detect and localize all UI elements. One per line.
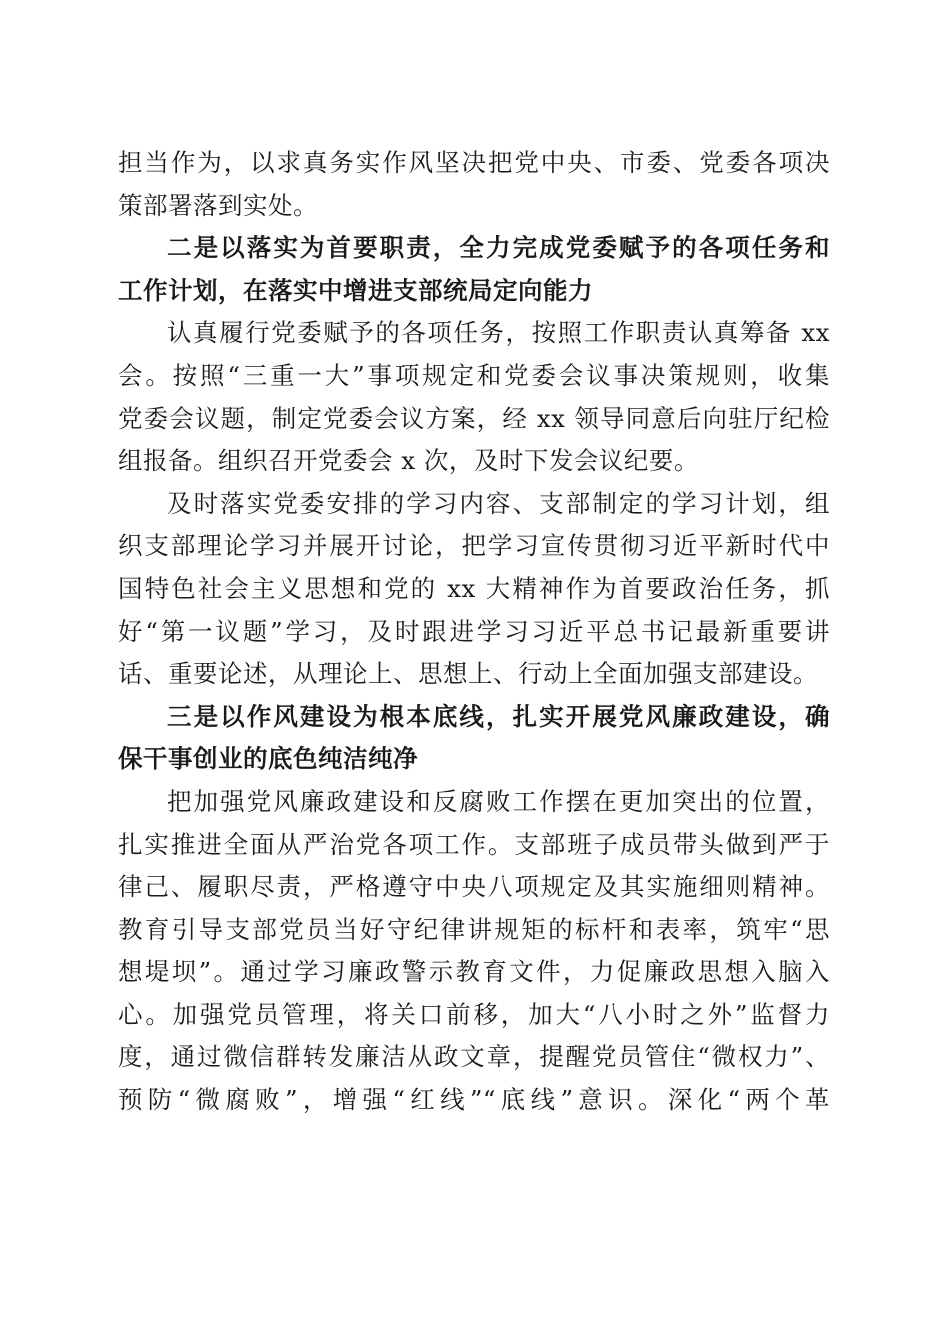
document-body xyxy=(118,142,830,1122)
paragraph-6 xyxy=(118,781,830,1122)
heading-line: 工作计划，在落实中增进支部统局定向能力 xyxy=(118,275,593,305)
text-line: 把加强党风廉政建设和反腐败工作摆在更加突出的位置， xyxy=(167,786,830,816)
heading-line: 三是以作风建设为根本底线，扎实开展党风廉政建设，确 xyxy=(167,701,830,731)
heading-line: 保干事创业的底色纯洁纯净 xyxy=(118,744,418,774)
text-line: 担当作为，以求真务实作风坚决把党中央、市委、党委各项决 xyxy=(118,148,830,177)
text-line: 话、重要论述，从理论上、思想上、行动上全面加强支部建设。 xyxy=(118,659,818,689)
text-line: 好“第一议题”学习，及时跟进学习习近平总书记最新重要讲 xyxy=(118,616,830,646)
text-line: 扎实推进全面从严治党各项工作。支部班子成员带头做到严于 xyxy=(118,829,830,859)
text-line: 及时落实党委安排的学习内容、支部制定的学习计划，组 xyxy=(167,488,830,518)
heading-line: 二是以落实为首要职责，全力完成党委赋予的各项任务和 xyxy=(167,233,830,263)
text-line: 教育引导支部党员当好守纪律讲规矩的标杆和表率，筑牢“思 xyxy=(118,914,830,944)
text-line: 律己、履职尽责，严格遵守中央八项规定及其实施细则精神。 xyxy=(118,872,830,902)
paragraph-3 xyxy=(118,312,830,482)
text-line: 认真履行党委赋予的各项任务，按照工作职责认真筹备 xx xyxy=(167,318,830,348)
text-line: 织支部理论学习并展开讨论，把学习宣传贯彻习近平新时代中 xyxy=(118,531,830,561)
text-line: 会。按照“三重一大”事项规定和党委会议事决策规则，收集 xyxy=(118,360,830,390)
text-line: 国特色社会主义思想和党的 xx 大精神作为首要政治任务，抓 xyxy=(118,573,830,603)
text-line: 组报备。组织召开党委会 x 次，及时下发会议纪要。 xyxy=(118,446,699,476)
text-line: 心。加强党员管理，将关口前移，加大“八小时之外”监督力 xyxy=(118,999,830,1029)
text-line: 预防“微腐败”，增强“红线”“底线”意识。深化“两个革 xyxy=(118,1085,830,1115)
paragraph-4 xyxy=(118,483,830,696)
section-heading-2 xyxy=(118,227,830,312)
section-heading-3 xyxy=(118,696,830,781)
text-line: 策部署落到实处。 xyxy=(118,190,318,220)
paragraph-1 xyxy=(118,142,830,227)
text-line: 想堤坝”。通过学习廉政警示教育文件，力促廉政思想入脑入 xyxy=(118,957,830,987)
text-line: 党委会议题，制定党委会议方案，经 xx 领导同意后向驻厅纪检 xyxy=(118,403,830,433)
text-line: 度，通过微信群转发廉洁从政文章，提醒党员管住“微权力”、 xyxy=(118,1042,830,1072)
